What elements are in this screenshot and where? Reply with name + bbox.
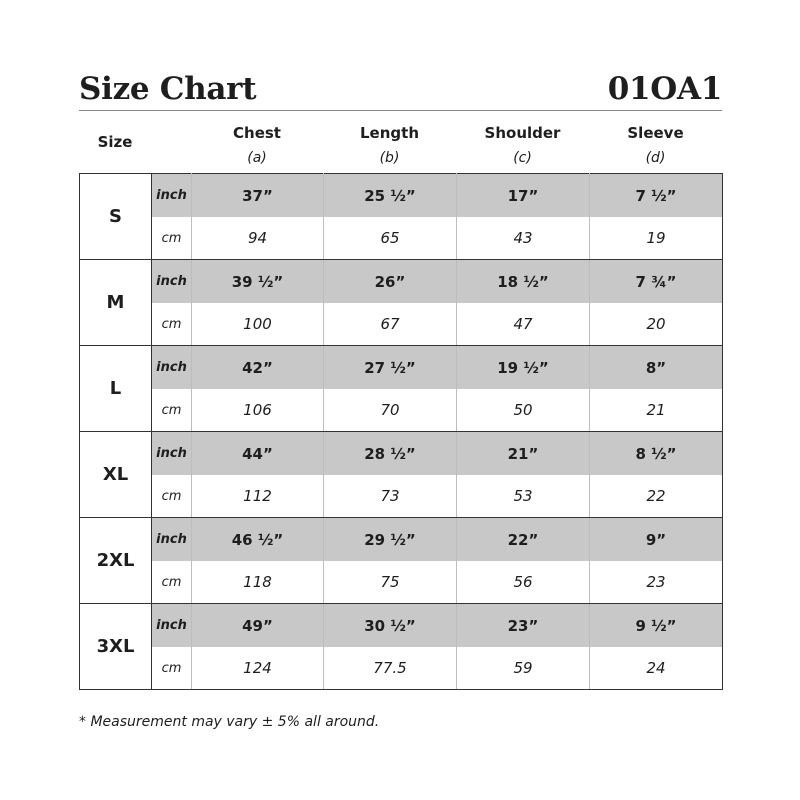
sleeve-value: 19 [590,217,723,260]
column-name: Shoulder [484,124,561,142]
unit-label: inch [152,174,192,218]
table-row [80,346,723,390]
chest-value: 39 ½” [192,260,324,304]
size-table [79,173,723,690]
table-row [80,432,723,476]
unit-label: inch [152,518,192,562]
shoulder-value: 47 [457,303,590,346]
size-label: L [80,346,152,432]
chest-value: 124 [192,647,324,690]
length-value: 28 ½” [324,432,457,476]
shoulder-value: 21” [457,432,590,476]
chest-column-header [191,122,323,169]
length-value: 77.5 [324,647,457,690]
sleeve-value: 23 [590,561,723,604]
chest-value: 100 [192,303,324,346]
sleeve-value: 24 [590,647,723,690]
sleeve-value: 8 ½” [590,432,723,476]
shoulder-value: 22” [457,518,590,562]
unit-label: inch [152,604,192,648]
table-row [80,475,723,518]
footnote: * Measurement may vary ± 5% all around. [79,714,380,730]
size-column-header: Size [97,133,133,151]
chest-value: 94 [192,217,324,260]
column-name: Chest [233,124,281,142]
chest-value: 112 [192,475,324,518]
title-bar [79,68,722,111]
length-value: 75 [324,561,457,604]
chest-value: 106 [192,389,324,432]
sleeve-column-header [589,122,722,169]
sleeve-value: 9” [590,518,723,562]
chest-value: 118 [192,561,324,604]
table-row [80,518,723,562]
sleeve-value: 7 ½” [590,174,723,218]
size-label: M [80,260,152,346]
chest-value: 42” [192,346,324,390]
column-subscript: (b) [379,150,400,166]
column-subscript: (c) [513,150,532,166]
sleeve-value: 8” [590,346,723,390]
length-value: 25 ½” [324,174,457,218]
chest-value: 37” [192,174,324,218]
length-value: 27 ½” [324,346,457,390]
shoulder-value: 50 [457,389,590,432]
length-value: 73 [324,475,457,518]
size-label: 2XL [80,518,152,604]
product-code: 01OA1 [607,71,722,107]
length-value: 67 [324,303,457,346]
table-row [80,647,723,690]
column-name: Length [360,124,419,142]
chest-value: 44” [192,432,324,476]
table-row [80,303,723,346]
table-row [80,260,723,304]
column-header-row [79,118,722,172]
length-value: 29 ½” [324,518,457,562]
length-value: 26” [324,260,457,304]
length-value: 70 [324,389,457,432]
sleeve-value: 9 ½” [590,604,723,648]
length-value: 65 [324,217,457,260]
size-label: 3XL [80,604,152,690]
unit-label: inch [152,346,192,390]
table-row [80,604,723,648]
unit-label: inch [152,432,192,476]
shoulder-value: 18 ½” [457,260,590,304]
shoulder-value: 23” [457,604,590,648]
shoulder-value: 43 [457,217,590,260]
shoulder-value: 59 [457,647,590,690]
length-column-header [323,122,456,169]
table-row [80,561,723,604]
unit-label: cm [152,647,192,690]
size-label: S [80,174,152,260]
column-name: Sleeve [627,124,684,142]
size-label: XL [80,432,152,518]
length-value: 30 ½” [324,604,457,648]
table-row [80,389,723,432]
shoulder-value: 56 [457,561,590,604]
unit-label: inch [152,260,192,304]
sleeve-value: 20 [590,303,723,346]
column-subscript: (a) [247,150,267,166]
unit-label: cm [152,303,192,346]
table-row [80,217,723,260]
shoulder-value: 19 ½” [457,346,590,390]
shoulder-column-header [456,122,589,169]
sleeve-value: 22 [590,475,723,518]
page-title: Size Chart [79,71,257,107]
unit-label: cm [152,561,192,604]
unit-label: cm [152,217,192,260]
table-row [80,174,723,218]
chest-value: 49” [192,604,324,648]
unit-label: cm [152,475,192,518]
shoulder-value: 53 [457,475,590,518]
sleeve-value: 21 [590,389,723,432]
shoulder-value: 17” [457,174,590,218]
chest-value: 46 ½” [192,518,324,562]
sleeve-value: 7 ¾” [590,260,723,304]
unit-label: cm [152,389,192,432]
column-subscript: (d) [645,150,666,166]
